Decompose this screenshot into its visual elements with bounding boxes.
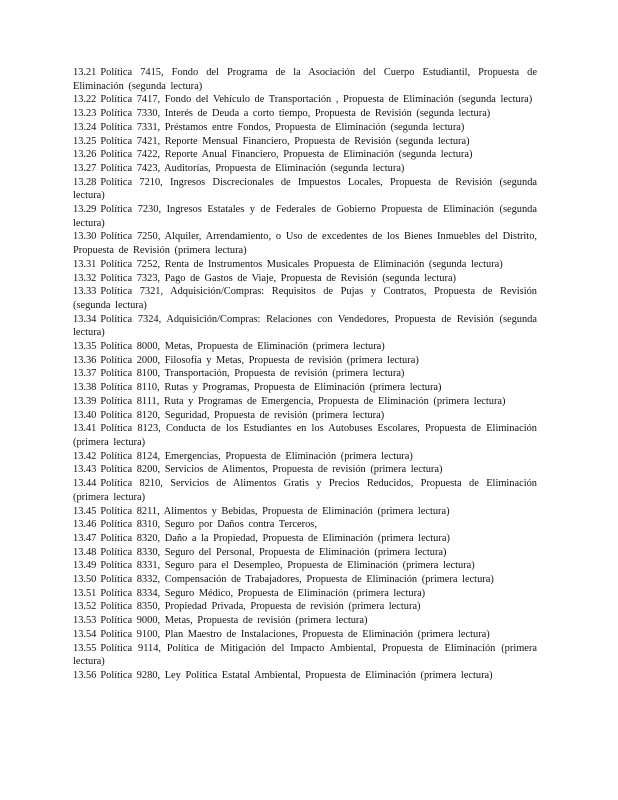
item-text: Política 7331, Préstamos entre Fondos, Propuesta de Eliminación (segunda lectura): [100, 121, 465, 133]
item-number: 13.38: [73, 382, 97, 394]
list-item: [73, 313, 537, 340]
list-item: [73, 367, 537, 381]
item-text: Política 7422, Reporte Anual Financiero, Propuesta de Eliminación (segunda lectura): [100, 149, 473, 161]
list-item: [73, 340, 537, 354]
agenda-list: [73, 66, 537, 683]
item-number: 13.43: [73, 464, 97, 476]
item-number: 13.44: [73, 478, 97, 490]
item-text: Política 7210, Ingresos Discrecionales de Impuestos Locales, Propuesta de Revisión (segunda lectura): [73, 176, 537, 202]
list-item: [73, 162, 537, 176]
item-number: 13.31: [73, 258, 97, 270]
item-text: Política 8120, Seguridad, Propuesta de revisión (primera lectura): [100, 409, 385, 421]
list-item: [73, 450, 537, 464]
list-item: [73, 272, 537, 286]
item-text: Política 9280, Ley Política Estatal Ambiental, Propuesta de Eliminación (primera lectura): [100, 669, 493, 681]
item-text: Política 7323, Pago de Gastos de Viaje, Propuesta de Revisión (segunda lectura): [100, 272, 457, 284]
list-item: [73, 258, 537, 272]
item-number: 13.50: [73, 574, 97, 586]
list-item: [73, 135, 537, 149]
list-item: [73, 614, 537, 628]
item-number: 13.55: [73, 642, 97, 654]
list-item: [73, 381, 537, 395]
item-number: 13.33: [73, 286, 97, 298]
item-text: Política 9000, Metas, Propuesta de revisión (primera lectura): [100, 615, 368, 627]
item-text: Política 8211, Alimentos y Bebidas, Propuesta de Eliminación (primera lectura): [100, 505, 450, 517]
item-text: Política 8110, Rutas y Programas, Propuesta de Eliminación (primera lectura): [100, 382, 442, 394]
item-text: Política 7417, Fondo del Vehículo de Transportación , Propuesta de Eliminación (segunda lectura): [100, 94, 533, 106]
item-number: 13.27: [73, 162, 97, 174]
item-text: Política 9100, Plan Maestro de Instalaciones, Propuesta de Eliminación (primera lectura): [100, 628, 490, 640]
list-item: [73, 477, 537, 504]
item-number: 13.30: [73, 231, 97, 243]
list-item: [73, 176, 537, 203]
item-number: 13.48: [73, 546, 97, 558]
list-item: [73, 354, 537, 368]
item-text: Política 8124, Emergencias, Propuesta de Eliminación (primera lectura): [100, 450, 413, 462]
list-item: [73, 463, 537, 477]
item-number: 13.21: [73, 67, 97, 78]
list-item: [73, 642, 537, 669]
item-text: Política 7324, Adquisición/Compras: Relaciones con Vendedores, Propuesta de Revisión (segunda lectura): [73, 313, 537, 339]
list-item: [73, 121, 537, 135]
item-number: 13.26: [73, 149, 97, 161]
list-item: [73, 559, 537, 573]
item-number: 13.54: [73, 628, 97, 640]
item-text: Política 8320, Daño a la Propiedad, Propuesta de Eliminación (primera lectura): [100, 532, 450, 544]
item-text: Política 7230, Ingresos Estatales y de Federales de Gobierno Propuesta de Eliminación (segunda lectura): [73, 204, 537, 229]
item-text: Política 8332, Compensación de Trabajadores, Propuesta de Eliminación (primera lectura): [100, 574, 494, 586]
list-item: [73, 66, 537, 93]
item-text: Política 7421, Reporte Mensual Financiero, Propuesta de Revisión (segunda lectura): [100, 135, 470, 147]
item-number: 13.47: [73, 532, 97, 544]
item-text: Política 7252, Renta de Instrumentos Musicales Propuesta de Eliminación (segunda lectura): [100, 258, 503, 270]
list-item: [73, 532, 537, 546]
list-item: [73, 518, 537, 532]
item-number: 13.23: [73, 108, 97, 120]
item-text: Política 8310, Seguro por Daños contra Terceros,: [100, 519, 317, 531]
item-text: Política 8123, Conducta de los Estudiantes en los Autobuses Escolares, Propuesta de Eliminación (primera lectura): [73, 423, 537, 448]
list-item: [73, 422, 537, 449]
item-number: 13.46: [73, 519, 97, 531]
item-number: 13.42: [73, 450, 97, 462]
list-item: [73, 93, 537, 107]
item-number: 13.45: [73, 505, 97, 517]
item-text: Política 8111, Ruta y Programas de Emergencia, Propuesta de Eliminación (primera lectura): [100, 395, 506, 407]
item-number: 13.34: [73, 313, 97, 325]
list-item: [73, 546, 537, 560]
item-number: 13.41: [73, 423, 97, 435]
item-text: Política 7330, Interés de Deuda a corto tiempo, Propuesta de Revisión (segunda lectura): [100, 108, 491, 120]
item-number: 13.51: [73, 587, 97, 599]
item-text: Política 7321, Adquisición/Compras: Requisitos de Pujas y Contratos, Propuesta de Revisión (segunda lectura): [73, 286, 537, 311]
item-text: Política 7423, Auditorías, Propuesta de Eliminación (segunda lectura): [100, 162, 405, 174]
list-item: [73, 505, 537, 519]
list-item: [73, 285, 537, 312]
item-text: Política 8210, Servicios de Alimentos Gratis y Precios Reducidos, Propuesta de Eliminación (primera lectura): [73, 478, 537, 503]
item-number: 13.37: [73, 368, 97, 380]
item-text: Política 8350, Propiedad Privada, Propuesta de revisión (primera lectura): [100, 601, 421, 613]
item-text: Política 9114, Política de Mitigación del Impacto Ambiental, Propuesta de Eliminación (primera lectura): [73, 642, 537, 668]
item-number: 13.56: [73, 669, 97, 681]
list-item: [73, 230, 537, 257]
list-item: [73, 669, 537, 683]
item-text: Política 8200, Servicios de Alimentos, Propuesta de revisión (primera lectura): [100, 464, 443, 476]
item-number: 13.40: [73, 409, 97, 421]
item-text: Política 8000, Metas, Propuesta de Eliminación (primera lectura): [100, 341, 385, 353]
item-text: Política 7415, Fondo del Programa de la Asociación del Cuerpo Estudiantil, Propuesta de Eliminación (segunda lectura): [73, 67, 537, 92]
item-number: 13.52: [73, 601, 97, 613]
item-number: 13.39: [73, 395, 97, 407]
item-text: Política 8100, Transportación, Propuesta de revisión (primera lectura): [100, 368, 405, 380]
item-number: 13.24: [73, 121, 97, 133]
item-number: 13.35: [73, 341, 97, 353]
list-item: [73, 107, 537, 121]
item-text: Política 8334, Seguro Médico, Propuesta de Eliminación (primera lectura): [100, 587, 426, 599]
item-number: 13.36: [73, 354, 97, 366]
list-item: [73, 409, 537, 423]
list-item: [73, 395, 537, 409]
list-item: [73, 587, 537, 601]
list-item: [73, 148, 537, 162]
list-item: [73, 628, 537, 642]
item-text: Política 8330, Seguro del Personal, Propuesta de Eliminación (primera lectura): [100, 546, 447, 558]
item-number: 13.32: [73, 272, 97, 284]
list-item: [73, 203, 537, 230]
list-item: [73, 573, 537, 587]
item-text: Política 2000, Filosofía y Metas, Propuesta de revisión (primera lectura): [100, 354, 419, 366]
item-text: Política 8331, Seguro para el Desempleo, Propuesta de Eliminación (primera lectura): [100, 560, 475, 572]
item-text: Política 7250, Alquiler, Arrendamiento, o Uso de excedentes de los Bienes Inmuebles del Distrito, Propuesta de Revisión (primera lectura): [73, 231, 537, 257]
list-item: [73, 600, 537, 614]
item-number: 13.29: [73, 204, 97, 216]
item-number: 13.49: [73, 560, 97, 572]
item-number: 13.53: [73, 615, 97, 627]
item-number: 13.22: [73, 94, 97, 106]
item-number: 13.28: [73, 176, 97, 188]
item-number: 13.25: [73, 135, 97, 147]
